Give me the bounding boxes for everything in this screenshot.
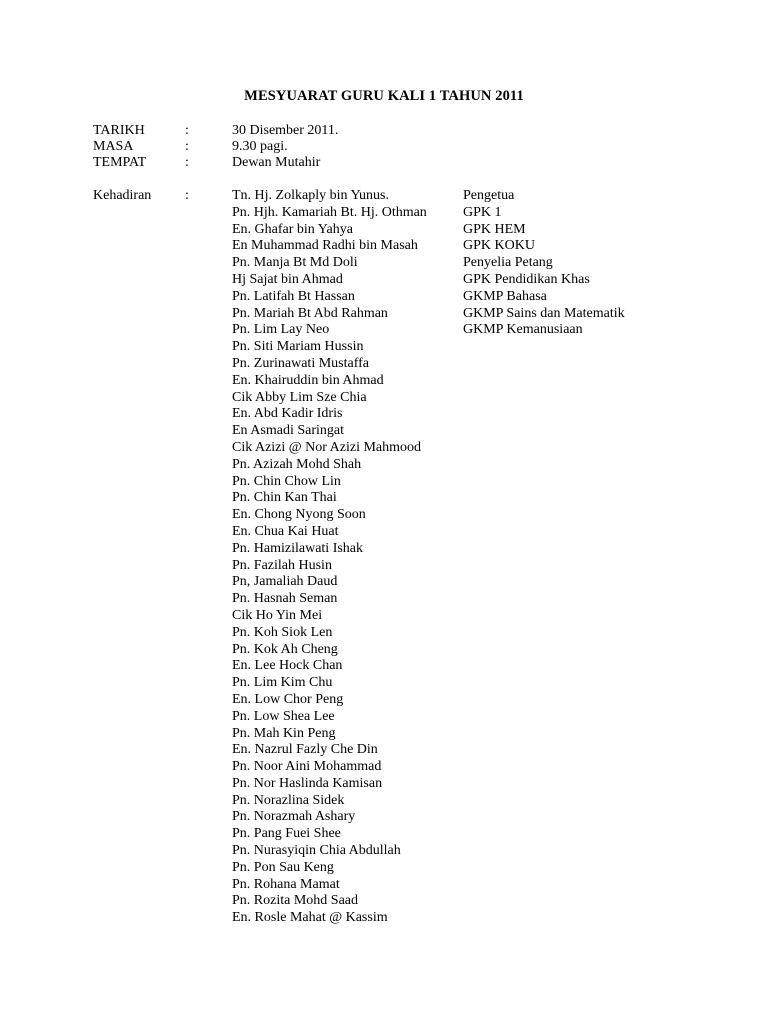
attendance-colon: :: [185, 188, 189, 203]
meta-colon: :: [185, 139, 189, 154]
attendee-name: Pn. Lim Kim Chu: [232, 675, 333, 691]
attendee-name: Pn. Mah Kin Peng: [232, 725, 336, 741]
attendee-role-list: [463, 188, 683, 339]
meta-label: MASA: [93, 139, 134, 154]
attendee-name: En. Ghafar bin Yahya: [232, 221, 353, 237]
attendee-name: Pn. Siti Mariam Hussin: [232, 339, 364, 355]
attendee-name: Cik Abby Lim Sze Chia: [232, 389, 367, 405]
attendee-name: Pn. Hamizilawati Ishak: [232, 540, 364, 556]
meta-value: 30 Disember 2011.: [232, 123, 339, 138]
attendee-name: Pn. Nor Haslinda Kamisan: [232, 775, 383, 791]
meta-value: 9.30 pagi.: [232, 139, 288, 154]
attendee-name: Pn. Nurasyiqin Chia Abdullah: [232, 843, 401, 859]
attendee-name: Pn. Pon Sau Keng: [232, 859, 334, 875]
attendee-name: En. Rosle Mahat @ Kassim: [232, 910, 388, 926]
attendance-label: Kehadiran: [93, 188, 152, 203]
attendee-name: Pn. Norazmah Ashary: [232, 809, 356, 825]
attendee-name: Pn. Rozita Mohd Saad: [232, 893, 358, 909]
attendee-name: Hj Sajat bin Ahmad: [232, 271, 343, 287]
attendee-name: Pn. Azizah Mohd Shah: [232, 456, 362, 472]
attendee-name: En. Chua Kai Huat: [232, 523, 339, 539]
attendee-name: Pn. Hjh. Kamariah Bt. Hj. Othman: [232, 204, 427, 220]
attendee-name: Pn. Chin Chow Lin: [232, 473, 341, 489]
attendee-name: En. Chong Nyong Soon: [232, 507, 366, 523]
meta-label: TEMPAT: [93, 155, 147, 170]
attendee-name: Pn. Mariah Bt Abd Rahman: [232, 305, 388, 321]
attendee-name: Pn, Jamaliah Daud: [232, 574, 338, 590]
attendee-name: Cik Ho Yin Mei: [232, 607, 323, 623]
attendee-name: Pn. Kok Ah Cheng: [232, 641, 338, 657]
attendee-name: Pn. Rohana Mamat: [232, 876, 340, 892]
attendee-name: En. Nazrul Fazly Che Din: [232, 742, 378, 758]
attendee-role: GKMP Bahasa: [463, 288, 547, 304]
attendee-role: GPK Pendidikan Khas: [463, 271, 590, 287]
attendee-name: En. Low Chor Peng: [232, 691, 344, 707]
attendee-role: Penyelia Petang: [463, 255, 553, 271]
attendee-role: GPK KOKU: [463, 238, 535, 254]
attendee-name: Pn. Zurinawati Mustaffa: [232, 355, 369, 371]
attendee-name: Tn. Hj. Zolkaply bin Yunus.: [232, 188, 389, 203]
document-title: MESYUARAT GURU KALI 1 TAHUN 2011: [244, 88, 524, 104]
attendee-name: Pn. Latifah Bt Hassan: [232, 288, 355, 304]
attendee-name: Pn. Noor Aini Mohammad: [232, 759, 382, 775]
meta-label: TARIKH: [93, 123, 145, 138]
attendee-name: Pn. Hasnah Seman: [232, 591, 338, 607]
attendee-name: En Asmadi Saringat: [232, 423, 344, 439]
attendee-role: GKMP Kemanusiaan: [463, 322, 583, 338]
attendee-name: Pn. Chin Kan Thai: [232, 490, 337, 506]
attendee-name: Pn. Lim Lay Neo: [232, 322, 330, 338]
meta-colon: :: [185, 123, 189, 138]
attendee-role: GPK 1: [463, 204, 502, 220]
attendee-name: Pn. Manja Bt Md Doli: [232, 255, 358, 271]
attendee-role: GKMP Sains dan Matematik: [463, 305, 625, 321]
attendee-name: En. Abd Kadir Idris: [232, 406, 343, 422]
attendee-name-list: [232, 188, 462, 927]
meta-value: Dewan Mutahir: [232, 155, 321, 170]
attendee-name: En. Lee Hock Chan: [232, 658, 343, 674]
attendee-name: En. Khairuddin bin Ahmad: [232, 372, 384, 388]
attendee-name: Pn. Fazilah Husin: [232, 557, 332, 573]
attendee-name: En Muhammad Radhi bin Masah: [232, 238, 418, 254]
attendee-name: Pn. Pang Fuei Shee: [232, 826, 341, 842]
meta-colon: :: [185, 155, 189, 170]
attendee-role: Pengetua: [463, 188, 515, 203]
attendee-name: Cik Azizi @ Nor Azizi Mahmood: [232, 439, 422, 455]
attendee-name: Pn. Norazlina Sidek: [232, 792, 345, 808]
attendee-name: Pn. Low Shea Lee: [232, 708, 335, 724]
attendee-role: GPK HEM: [463, 221, 526, 237]
attendee-name: Pn. Koh Siok Len: [232, 624, 333, 640]
